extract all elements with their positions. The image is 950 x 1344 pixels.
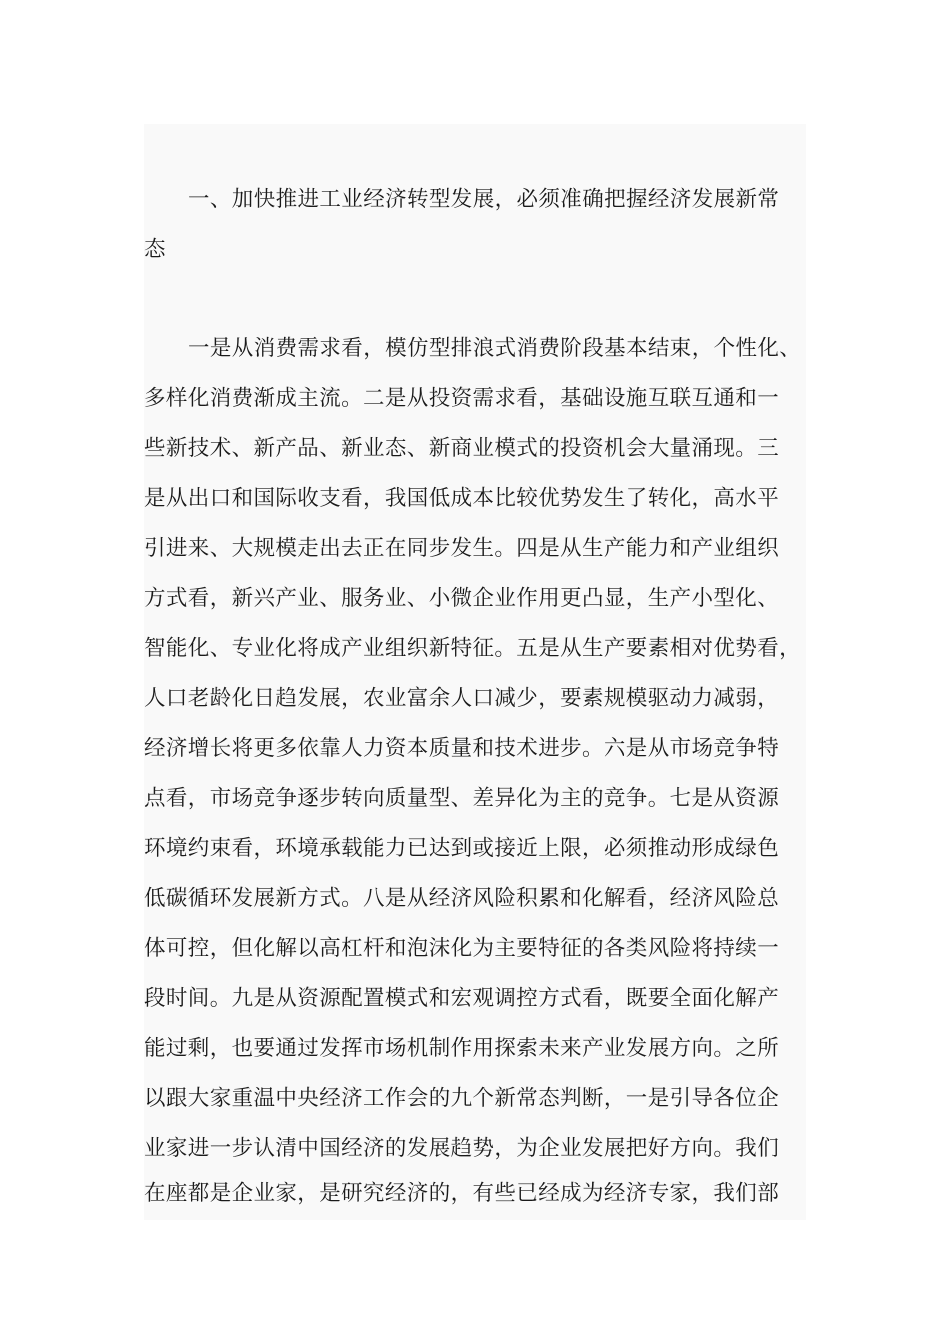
paragraph-line-12: 低碳循环发展新方式。八是从经济风险积累和化解看，经济风险总 (144, 886, 780, 911)
paragraph-line-7: 智能化、专业化将成产业组织新特征。五是从生产要素相对优势看， (144, 636, 802, 661)
paragraph-line-16: 以跟大家重温中央经济工作会的九个新常态判断，一是引导各位企 (144, 1086, 780, 1111)
paragraph-line-13: 体可控，但化解以高杠杆和泡沫化为主要特征的各类风险将持续一 (144, 936, 780, 961)
heading-line-1: 一、加快推进工业经济转型发展，必须准确把握经济发展新常 (188, 187, 780, 212)
paragraph-line-11: 环境约束看，环境承载能力已达到或接近上限，必须推动形成绿色 (144, 836, 780, 861)
paragraph-line-18: 在座都是企业家，是研究经济的，有些已经成为经济专家，我们部 (144, 1181, 780, 1206)
paragraph-line-10: 点看，市场竞争逐步转向质量型、差异化为主的竞争。七是从资源 (144, 786, 780, 811)
paragraph-line-6: 方式看，新兴产业、服务业、小微企业作用更凸显，生产小型化、 (144, 586, 780, 611)
paragraph-line-1: 一是从消费需求看，模仿型排浪式消费阶段基本结束，个性化、 (188, 336, 802, 361)
document-text-block (144, 124, 806, 1220)
paragraph-line-9: 经济增长将更多依靠人力资本质量和技术进步。六是从市场竞争特 (144, 736, 780, 761)
paragraph-line-15: 能过剩，也要通过发挥市场机制作用探索未来产业发展方向。之所 (144, 1036, 780, 1061)
paragraph-line-14: 段时间。九是从资源配置模式和宏观调控方式看，既要全面化解产 (144, 986, 780, 1011)
paragraph-line-17: 业家进一步认清中国经济的发展趋势，为企业发展把好方向。我们 (144, 1136, 780, 1161)
paragraph-line-8: 人口老龄化日趋发展，农业富余人口减少，要素规模驱动力减弱， (144, 686, 780, 711)
heading-line-2: 态 (144, 237, 166, 262)
paragraph-line-2: 多样化消费渐成主流。二是从投资需求看，基础设施互联互通和一 (144, 386, 780, 411)
paragraph-line-4: 是从出口和国际收支看，我国低成本比较优势发生了转化，高水平 (144, 486, 780, 511)
paragraph-line-3: 些新技术、新产品、新业态、新商业模式的投资机会大量涌现。三 (144, 436, 780, 461)
paragraph-line-5: 引进来、大规模走出去正在同步发生。四是从生产能力和产业组织 (144, 536, 780, 561)
